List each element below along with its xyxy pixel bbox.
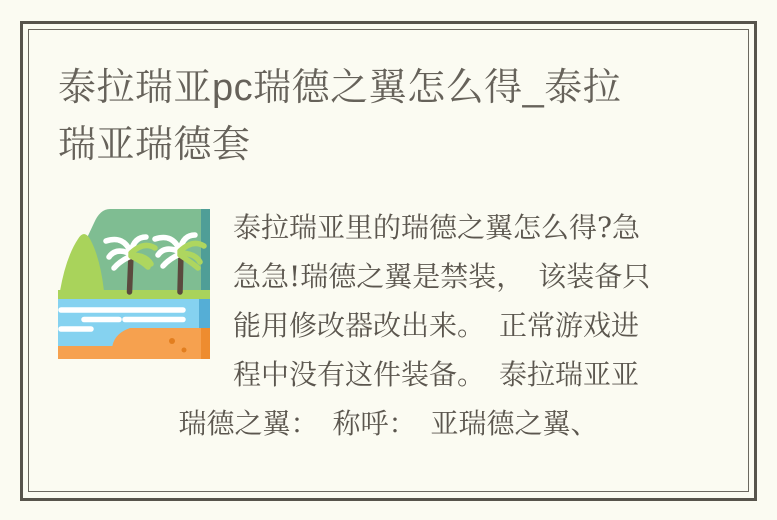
article-content xyxy=(58,60,719,448)
sand-dot xyxy=(169,338,175,344)
mountain-shadow-edge xyxy=(201,209,210,291)
body-line-2: 急急!瑞德之翼是禁装， 该装备只 xyxy=(233,260,651,293)
body-line-3: 能用修改器改出来。 正常游戏进 xyxy=(233,309,640,342)
sand-hump xyxy=(112,328,210,359)
article-body xyxy=(58,203,719,448)
body-line-4: 程中没有这件装备。 泰拉瑞亚亚 xyxy=(233,358,640,391)
grass-strip xyxy=(58,290,210,299)
island-illustration xyxy=(58,207,210,359)
sand-shadow-edge xyxy=(201,328,210,359)
sand-dot xyxy=(182,348,187,353)
article-title: 泰拉瑞亚pc瑞德之翼怎么得_泰拉瑞亚瑞德套 xyxy=(58,67,622,166)
island-svg xyxy=(58,207,210,359)
body-line-5: 瑞德之翼： 称呼： 亚瑞德之翼、 xyxy=(178,407,599,440)
body-line-1: 泰拉瑞亚里的瑞德之翼怎么得?急 xyxy=(233,211,641,244)
